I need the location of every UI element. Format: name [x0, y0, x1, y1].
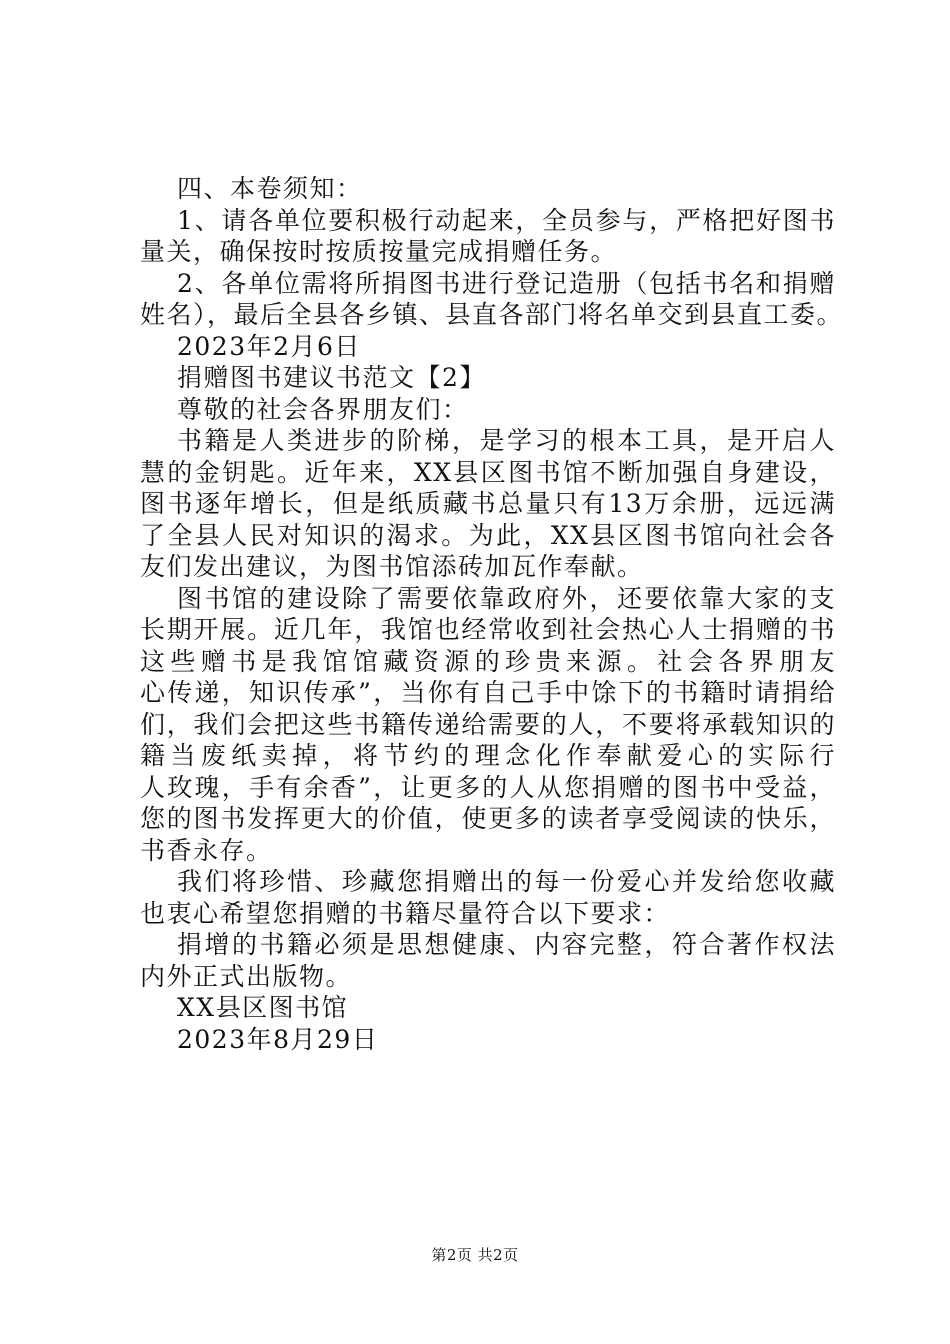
paragraph-line: 内外正式出版物。 [140, 961, 353, 991]
notice-item-2-line: 姓名），最后全县各乡镇、县直各部门将名单交到县直工委。 [140, 300, 844, 329]
paragraph-line: 这些赠书是我馆馆藏资源的珍贵来源。社会各界朋友 [140, 646, 836, 676]
paragraph-line: 捐增的书籍必须是思想健康、内容完整，符合著作权法 [177, 930, 836, 959]
salutation: 尊敬的社会各界朋友们： [177, 394, 469, 424]
paragraph-line: 长期开展。近几年，我馆也经常收到社会热心人士捐赠的书 [140, 615, 836, 644]
paragraph-line: 友们发出建议，为图书馆添砖加瓦作奉献。 [140, 552, 644, 581]
signature: XX县区图书馆 [177, 993, 349, 1022]
document-body [140, 173, 844, 1055]
date-line: 2023年8月29日 [177, 1024, 379, 1054]
paragraph-line: 您的图书发挥更大的价值，使更多的读者享受阅读的快乐， [140, 804, 836, 833]
paragraph-line: 了全县人民对知识的渴求。为此，XX县区图书馆向社会各 [140, 520, 836, 550]
paragraph-line: 们，我们会把这些书籍传递给需要的人，不要将承载知识的 [140, 709, 836, 739]
document-title: 捐赠图书建议书范文【2】 [177, 363, 486, 392]
paragraph-line: 慧的金钥匙。近年来，XX县区图书馆不断加强自身建设， [140, 457, 836, 487]
paragraph-line: 我们将珍惜、珍藏您捐赠出的每一份爱心并发给您收藏 [177, 867, 836, 896]
paragraph-line: 也衷心希望您捐赠的书籍尽量符合以下要求： [140, 898, 671, 928]
section-heading: 四、本卷须知： [177, 174, 363, 203]
paragraph-line: 书香永存。 [140, 835, 273, 865]
notice-item-1-line: 量关，确保按时按质按量完成捐赠任务。 [140, 237, 618, 266]
paragraph-line: 籍当废纸卖掉，将节约的理念化作奉献爱心的实际行 [140, 741, 836, 770]
date-line: 2023年2月6日 [177, 331, 361, 361]
paragraph-line: 心传递，知识传承”，当你有自己手中馀下的书籍时请捐给 [140, 678, 836, 707]
page-footer: 第2页 共2页 [431, 1246, 519, 1264]
notice-item-2-line: 2、各单位需将所捐图书进行登记造册（包括书名和捐赠 [177, 268, 836, 298]
notice-item-1-line: 1、请各单位要积极行动起来，全员参与，严格把好图书 [177, 205, 836, 235]
paragraph-line: 图书馆的建设除了需要依靠政府外，还要依靠大家的支 [177, 583, 836, 613]
paragraph-line: 书籍是人类进步的阶梯，是学习的根本工具，是开启人 [177, 426, 836, 455]
paragraph-line: 人玫瑰，手有余香”，让更多的人从您捐赠的图书中受益， [140, 772, 836, 802]
paragraph-line: 图书逐年增长，但是纸质藏书总量只有13万余册，远远满 [140, 489, 836, 518]
